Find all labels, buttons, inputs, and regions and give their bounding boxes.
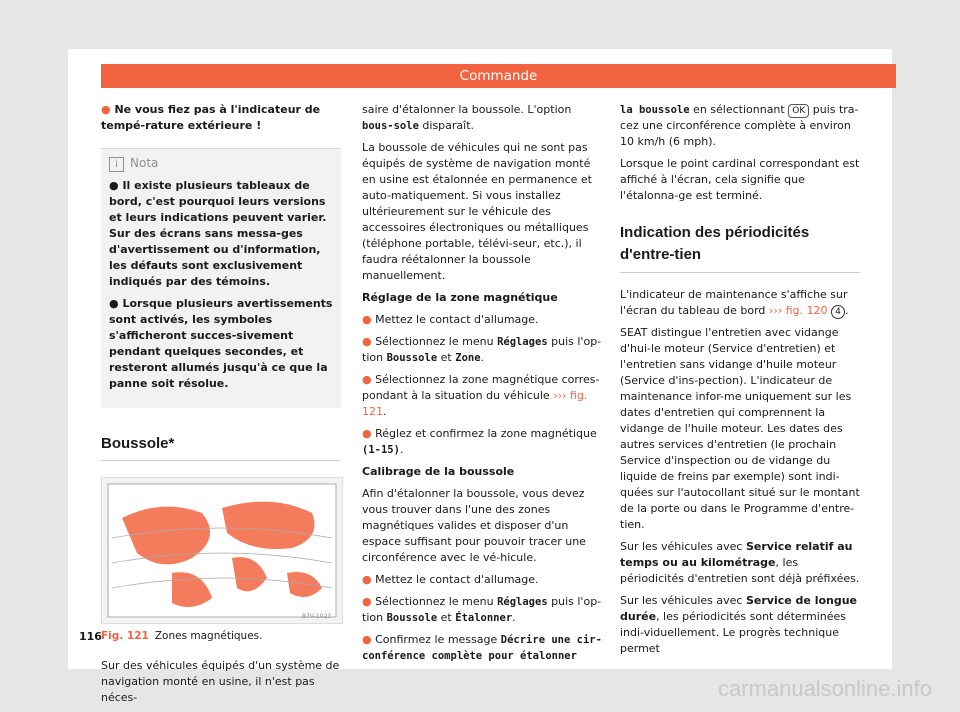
nota-box xyxy=(101,148,341,408)
column-2 xyxy=(362,102,602,670)
step-3: ● Sélectionnez la zone magnétique corres-pondant à la situation du véhicule ››› fig. 121. xyxy=(362,373,600,418)
bullet-icon: ● xyxy=(362,573,376,586)
bullet-icon: ● xyxy=(101,103,115,116)
step-7: ● Confirmez le message Décrire une cir-conférence complète pour étalonner xyxy=(362,633,602,662)
figure-caption: Fig. 121 Zones magnétiques. xyxy=(101,630,263,642)
bullet-icon: ● xyxy=(362,595,376,608)
c3-para-1: la boussole en sélectionnant OK puis tra-cez une circonférence complète à environ 10 km/h (6 mph). xyxy=(620,103,859,148)
step-1: ● Mettez le contact d'allumage. xyxy=(362,313,539,326)
warning-text: ● Ne vous fiez pas à l'indicateur de tempé-rature extérieure ! xyxy=(101,103,321,132)
subhead-calibrage: Calibrage de la boussole xyxy=(362,465,515,478)
ok-key-icon: OK xyxy=(788,104,809,118)
bullet-icon: ● xyxy=(362,633,376,646)
c3-para-5: Sur les véhicules avec Service relatif au temps ou au kilométrage, les périodicités d'entretien sont déjà préfixées. xyxy=(620,540,860,585)
c2-para-2: La boussole de véhicules qui ne sont pas équipés de système de navigation monté en usine est étalonnée en permanence et auto-matiquement. Si vous installez ultérieurement sur le véhicule des accessoires électroniques ou métalliques (téléphone portable, télévi-seur, etc.), il faudra réétalonner la boussole manuellement. xyxy=(362,141,592,282)
figure-code: B7V-1023 xyxy=(302,613,332,620)
step-6: ● Sélectionnez le menu Réglages puis l'op-tion Boussole et Étalonner. xyxy=(362,595,602,624)
page-header: Commande xyxy=(101,64,896,88)
section-title-entretien: Indication des périodicités d'entre-tien xyxy=(620,222,860,273)
magnetic-zones-map xyxy=(101,477,343,624)
info-icon: i xyxy=(109,157,124,172)
nota-item-2: ● Lorsque plusieurs avertissements sont activés, les symboles s'afficheront succes-sivement pendant quelques secondes, et resteront allumés jusqu'à ce que la panne soit résolue. xyxy=(109,297,333,390)
column-3 xyxy=(620,102,860,663)
bullet-icon: ● xyxy=(362,427,376,440)
c3-para-4: SEAT distingue l'entretien avec vidange d'hui-le moteur (Service d'entretien) et l'entretien sans vidange d'huile moteur (Service d'ins-pection). L'indicateur de maintenance infor-me uniquement sur les dates d'entretien qui comprennent la vidange de l'huile moteur. Les dates des autres services d'entretien (le prochain Service d'inspection ou de vidange du liquide de freins par exemple) sont indi-quées sur l'autocollant situé sur le montant de la porte ou dans le Programme d'entre-tien. xyxy=(620,326,860,531)
c2-para-3: Afin d'étalonner la boussole, vous devez vous trouver dans l'une des zones magnétiques valides et disposer d'un espace suffisant pour pouvoir tracer une circonférence avec le vé-hicule. xyxy=(362,487,586,564)
world-map-illustration xyxy=(102,478,342,623)
bullet-icon: ● xyxy=(362,313,376,326)
c3-para-3: L'indicateur de maintenance s'affiche sur l'écran du tableau de bord ››› fig. 120 4 . xyxy=(620,288,849,317)
fig-121-link[interactable]: ››› fig. 121 xyxy=(362,389,588,418)
intro-text: Sur des véhicules équipés d'un système de navigation monté en usine, il n'est pas néces- xyxy=(101,659,340,704)
column-1 xyxy=(101,102,341,712)
bullet-icon: ● xyxy=(362,335,376,348)
step-2: ● Sélectionnez le menu Réglages puis l'op-tion Boussole et Zone. xyxy=(362,335,602,364)
subhead-zone: Réglage de la zone magnétique xyxy=(362,291,558,304)
callout-number: 4 xyxy=(831,305,845,319)
page-number: 116 xyxy=(79,630,102,643)
c3-para-6: Sur les véhicules avec Service de longue durée, les périodicités sont déterminées indi-viduellement. Le progrès technique permet xyxy=(620,594,858,655)
step-5: ● Mettez le contact d'allumage. xyxy=(362,573,539,586)
fig-120-link[interactable]: ››› fig. 120 xyxy=(768,304,828,317)
watermark: carmanualsonline.info xyxy=(717,676,932,701)
c2-para-1: saire d'étalonner la boussole. L'option bous-sole disparaît. xyxy=(362,103,572,132)
step-4: ● Réglez et confirmez la zone magnétique (1-15). xyxy=(362,427,597,456)
nota-item-1: ● Il existe plusieurs tableaux de bord, c'est pourquoi leurs versions et leurs indications peuvent varier. Sur des écrans sans messa-ges d'avertissement ou d'information, les défauts sont exclusivement indiqués par des témoins. xyxy=(109,179,327,288)
nota-header: i Nota xyxy=(109,155,333,172)
bullet-icon: ● xyxy=(362,373,376,386)
section-title-boussole: Boussole* xyxy=(101,436,341,461)
c3-para-2: Lorsque le point cardinal correspondant est affiché à l'écran, cela signifie que l'étalonna-ge est terminé. xyxy=(620,157,860,202)
